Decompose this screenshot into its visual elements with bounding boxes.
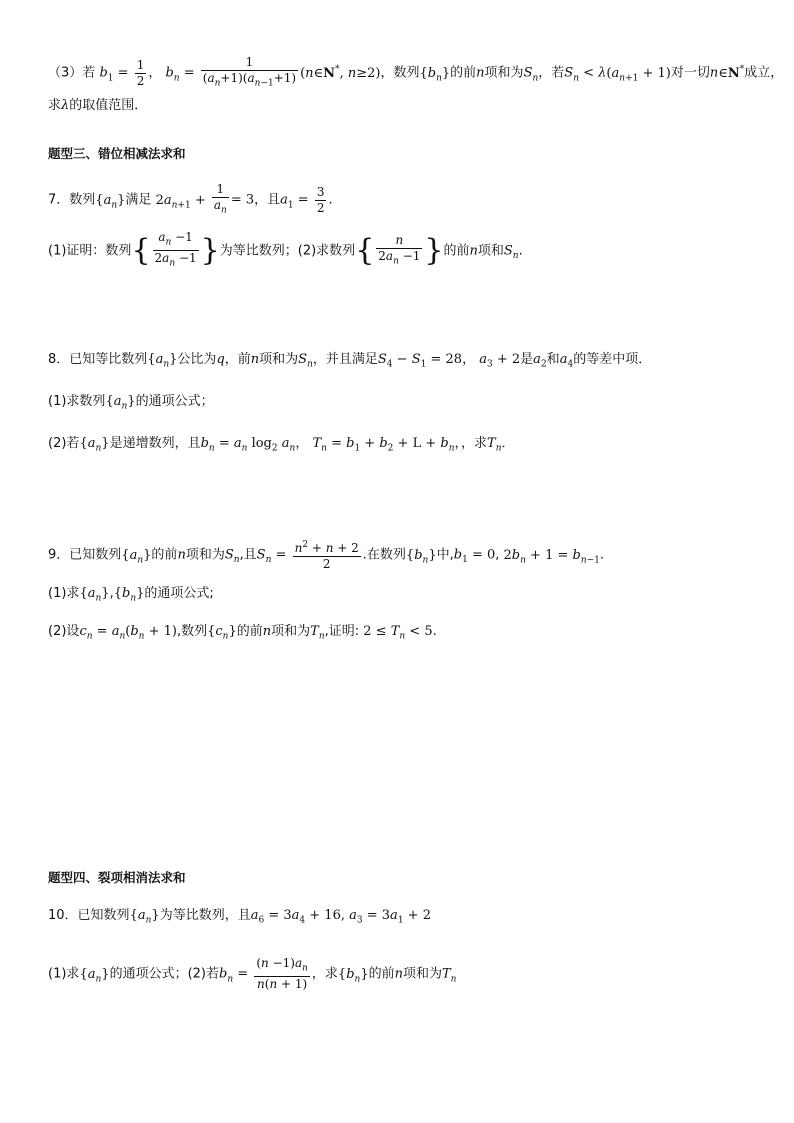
q9-number: 9．: [48, 547, 70, 563]
q8-stem: 8．已知等比数列$\{a_n\}$公比为q，前n项和为$S_n$，并且满足$S_4 - S_1 = 28$， $a_3 + 2$是$a_2$和$a_4$的等差中项．: [48, 352, 652, 370]
q6-part3-label: （3）: [48, 65, 83, 81]
section-heading-4: 题型四、裂项相消法求和: [48, 870, 186, 885]
q7-parts: (1)证明：数列{ $\frac{a_n -1}{2a_n -1}$ }为等比数列；(2)求数列{ $\frac{n}{2a_n -1}$ }的前n项和$S_n$.: [48, 230, 764, 272]
q8-part2: (2)若$\{a_n\}$是递增数列，且$b_n = a_n$ $\log_2 a_n$， $T_n = b_1 + b_2 + L + b_n$，，求$T_n$．: [48, 436, 515, 454]
section-heading-3: 题型三、错位相减法求和: [48, 146, 186, 161]
q8-part1: (1)求数列$\{a_n\}$的通项公式；: [48, 394, 214, 412]
q10-number: 10．: [48, 908, 78, 923]
q7-stem: 7．数列$\{a_n\}$满足 $2a_{n+1}$ + $\frac{1}{a_n}$ = 3，且$a_1$ = $\frac{3}{2}$ .: [48, 182, 764, 218]
q10-parts: (1)求$\{a_n\}$的通项公式；(2)若$b_n$ = $\frac{(n -1)a_n}{n(n + 1)}$ ，求$\{b_n\}$的前n项和为$T_n$: [48, 956, 457, 992]
q9-part1: (1)求$\{a_n\},\{b_n\}$的通项公式;: [48, 586, 214, 604]
q9-stem: 9．已知数列$\{a_n\}$的前n项和为$S_n$,且$S_n$ = $\frac{n^2 + n + 2}{2}$ .在数列$\{b_n\}$中$,b_1 = 0$, $2b_n + 1 = b_{n-1}$.: [48, 540, 605, 571]
q6-part3-line1: （3）若 $b_1$ = $\frac{1}{2}$ ， $b_n$ = $\frac{1}{(a_n+1)(a_{n-1}+1)}$ (n∈N*, n≥2)，数列$\{b_n\}$的前n项和为$S_n$，若$S_n < \lambda(a_{n+1} + 1)$对一切n∈N*成立，: [48, 55, 764, 91]
q8-number: 8．: [48, 352, 70, 367]
q6-part3-line2: 求λ的取值范围．: [48, 98, 148, 113]
q9-part2: (2)设$c_n = a_n(b_n + 1)$,数列$\{c_n\}$的前n项和为$T_n$,证明: $2 \le T_n < 5$.: [48, 624, 437, 642]
q10-stem: 10．已知数列$\{a_n\}$为等比数列，且$a_6 = 3a_4 + 16$, $a_3 = 3a_1 + 2$: [48, 908, 431, 926]
q7-number: 7．: [48, 192, 70, 208]
